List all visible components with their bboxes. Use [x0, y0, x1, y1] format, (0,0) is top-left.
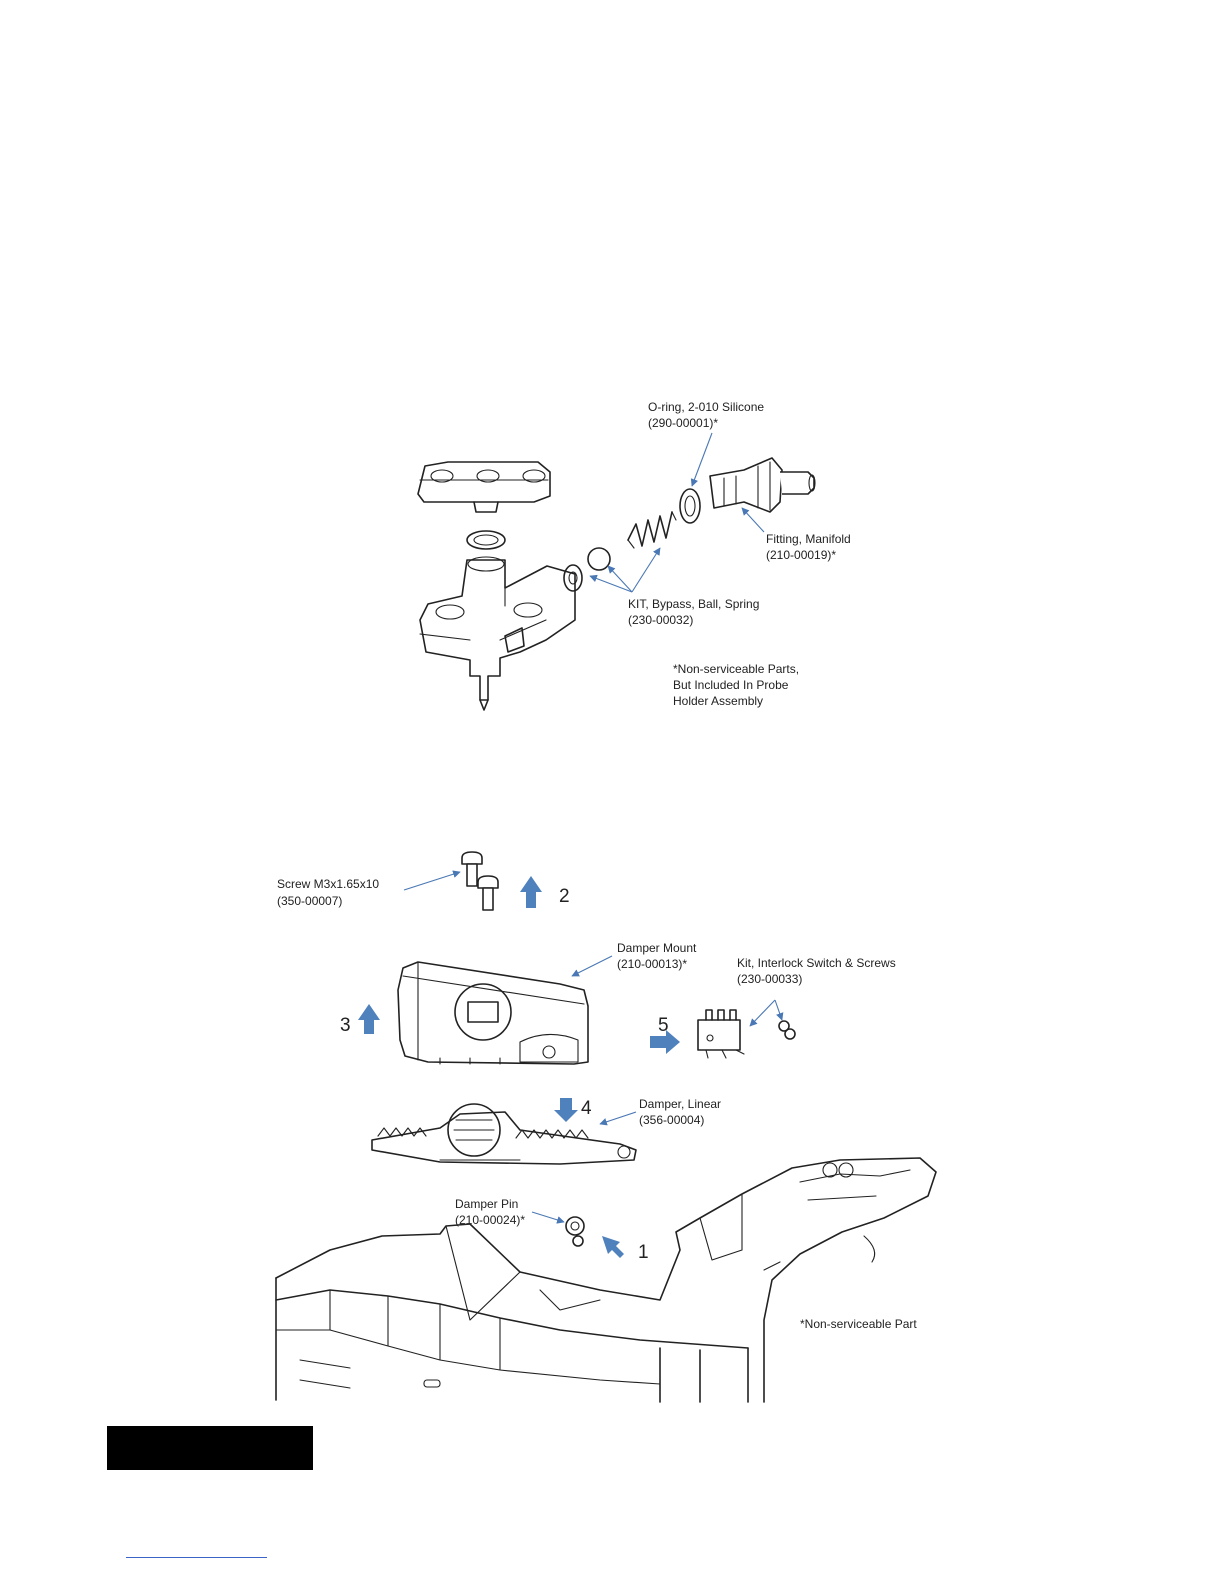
footer-link-underline	[126, 1557, 267, 1558]
fitting-oring-drawing	[680, 489, 700, 523]
switch-screws-drawing	[779, 1021, 795, 1039]
bracket-oring-drawing	[467, 531, 505, 549]
step-3-arrow-icon	[358, 1004, 380, 1034]
step-4-arrow-icon	[554, 1098, 578, 1122]
step-1-arrow-icon	[602, 1236, 624, 1258]
damper-pin-label: Damper Pin (210-00024)*	[455, 1197, 526, 1227]
oring-leader	[692, 433, 712, 486]
damper-mount-leader	[572, 956, 612, 976]
kit-bypass-leader-washer	[590, 576, 632, 592]
step-4-number: 4	[581, 1098, 592, 1119]
interlock-switch-drawing	[698, 1010, 744, 1058]
step-5-number: 5	[658, 1015, 669, 1036]
fitting-label: Fitting, Manifold (210-00019)*	[766, 532, 851, 562]
damper-mount-drawing	[398, 962, 588, 1064]
base-chassis-drawing	[276, 1158, 936, 1402]
screws-drawing	[462, 852, 498, 910]
kit-interlock-leader-screws	[775, 1000, 782, 1020]
damper-linear-label: Damper, Linear (356-00004)	[639, 1097, 722, 1127]
oring-label: O-ring, 2-010 Silicone (290-00001)*	[648, 400, 765, 430]
screw-label: Screw M3x1.65x10 (350-00007)	[277, 877, 380, 908]
kit-bypass-leader-spring	[632, 548, 660, 592]
page-tab-block	[107, 1426, 313, 1470]
bypass-ball-drawing	[588, 548, 610, 570]
kit-bypass-label: KIT, Bypass, Ball, Spring (230-00032)	[628, 597, 760, 627]
bypass-spring-drawing	[628, 512, 676, 548]
linear-damper-drawing	[372, 1104, 636, 1164]
manifold-body-drawing	[420, 557, 575, 710]
screw-leader	[404, 872, 460, 890]
step-2-arrow-icon	[520, 876, 542, 908]
fitting-manifold-drawing	[710, 458, 815, 512]
fitting-leader	[742, 508, 764, 532]
probe-bracket-drawing	[418, 462, 550, 512]
step-2-number: 2	[559, 886, 570, 907]
damper-linear-leader	[600, 1112, 636, 1124]
figure1-note: *Non-serviceable Parts, But Included In Probe Holder Assembly	[673, 662, 800, 708]
damper-pin-drawing	[566, 1217, 584, 1246]
step-1-number: 1	[638, 1242, 649, 1263]
figure2-note: *Non-serviceable Part	[800, 1317, 917, 1331]
damper-pin-leader	[532, 1212, 564, 1222]
kit-interlock-label: Kit, Interlock Switch & Screws (230-00033)	[737, 956, 896, 986]
kit-interlock-leader-switch	[750, 1000, 775, 1026]
kit-bypass-leader-ball	[608, 566, 632, 592]
damper-mount-label: Damper Mount (210-00013)*	[617, 941, 697, 971]
step-3-number: 3	[340, 1015, 351, 1036]
